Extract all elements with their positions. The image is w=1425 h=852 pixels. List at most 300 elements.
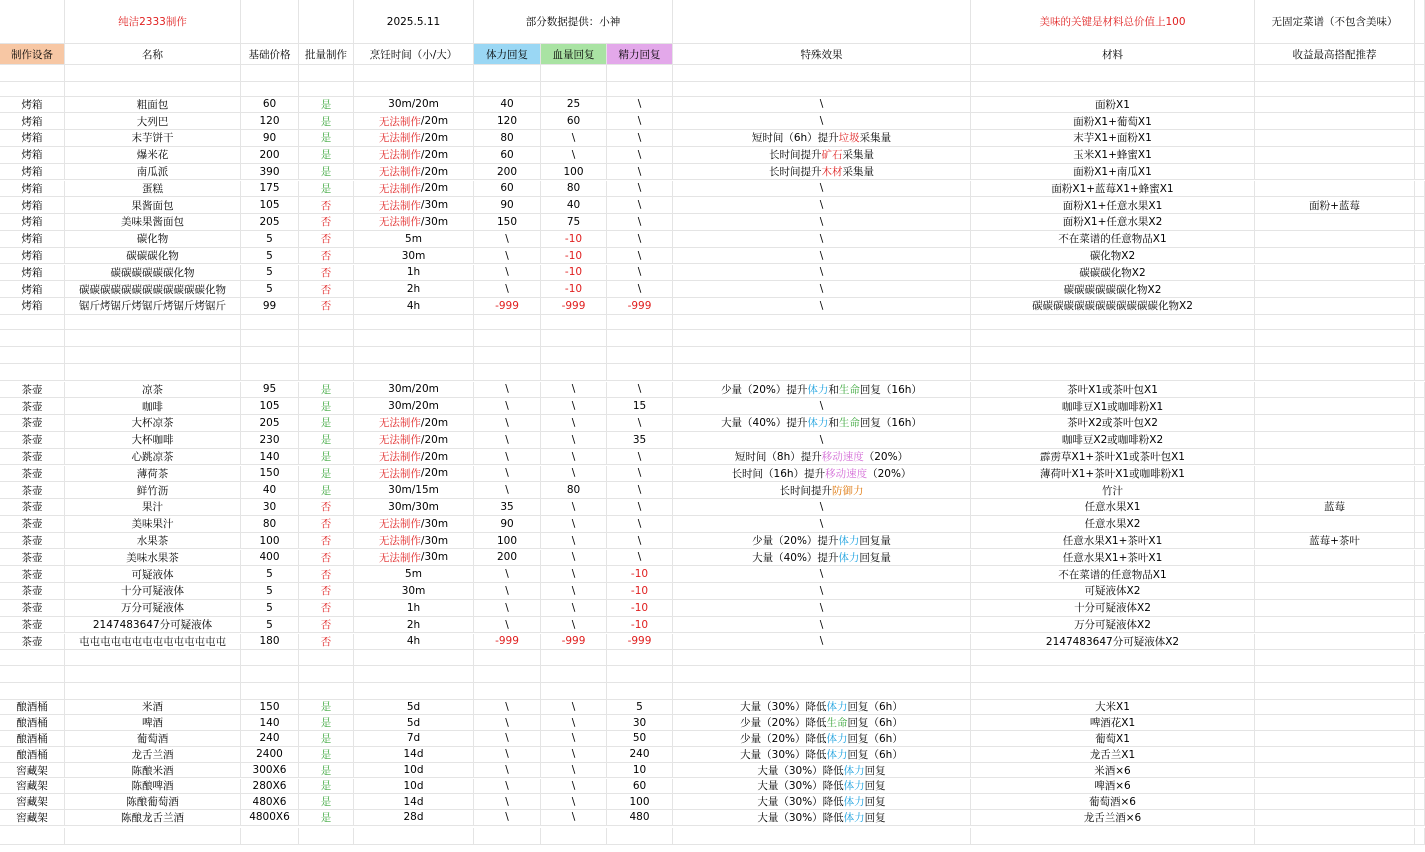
cell-materials[interactable]: 任意水果X1: [971, 499, 1255, 515]
cell-cook-time[interactable]: [354, 432, 474, 448]
header-energy[interactable]: 精力回复: [607, 44, 673, 64]
empty-cell[interactable]: [1415, 763, 1425, 778]
cell-recommend[interactable]: [1255, 415, 1415, 431]
empty-cell[interactable]: [607, 649, 673, 665]
empty-cell[interactable]: [1415, 794, 1425, 809]
cell-effect[interactable]: [673, 763, 971, 778]
empty-cell[interactable]: [299, 347, 354, 363]
cell-cook-time[interactable]: [354, 482, 474, 498]
cell-recommend[interactable]: [1255, 482, 1415, 498]
cell-batch[interactable]: 是: [299, 164, 354, 180]
cell-cook-time[interactable]: [354, 130, 474, 146]
empty-cell[interactable]: [1415, 499, 1425, 515]
cell-effect[interactable]: [673, 466, 971, 482]
cell-cook-time[interactable]: [354, 214, 474, 230]
cell-energy[interactable]: \: [607, 449, 673, 465]
cell-name[interactable]: 凉茶: [65, 382, 241, 398]
cell-name[interactable]: 蛋糕: [65, 181, 241, 197]
cell-device[interactable]: 茶壶: [0, 533, 65, 549]
cell-batch[interactable]: 否: [299, 281, 354, 297]
empty-cell[interactable]: [1415, 147, 1425, 163]
cell-materials[interactable]: 啤酒×6: [971, 779, 1255, 794]
cell-batch[interactable]: 是: [299, 466, 354, 482]
cell-effect[interactable]: [673, 550, 971, 566]
cell-name[interactable]: 屯屯屯屯屯屯屯屯屯屯屯屯屯屯: [65, 634, 241, 650]
cell-recommend[interactable]: [1255, 214, 1415, 230]
cell-cook-time[interactable]: [354, 449, 474, 465]
cell-price[interactable]: 140: [241, 449, 299, 465]
cell-price[interactable]: 30: [241, 499, 299, 515]
cell-price[interactable]: 5: [241, 583, 299, 599]
cell-materials[interactable]: 末芋X1+面粉X1: [971, 130, 1255, 146]
cell-materials[interactable]: 万分可疑液体X2: [971, 617, 1255, 633]
cell-health[interactable]: \: [541, 747, 607, 762]
empty-cell[interactable]: [65, 330, 241, 346]
empty-cell[interactable]: [65, 364, 241, 380]
cell-stamina[interactable]: \: [474, 583, 541, 599]
header-recommend[interactable]: 收益最高搭配推荐: [1255, 44, 1415, 64]
empty-cell[interactable]: [1255, 666, 1415, 682]
cell-cook-time[interactable]: [354, 715, 474, 730]
cell-energy[interactable]: \: [607, 415, 673, 431]
note2-cell[interactable]: 无固定菜谱（不包含美味）: [1255, 0, 1415, 43]
cell-health[interactable]: \: [541, 731, 607, 746]
cell-effect[interactable]: [673, 164, 971, 180]
cell-materials[interactable]: 面粉X1: [971, 97, 1255, 113]
empty-cell[interactable]: [241, 649, 299, 665]
cell-effect[interactable]: [673, 382, 971, 398]
cell-name[interactable]: 水果茶: [65, 533, 241, 549]
empty-cell[interactable]: [673, 364, 971, 380]
cell-name[interactable]: 南瓜派: [65, 164, 241, 180]
empty-cell[interactable]: [0, 828, 65, 844]
cell-batch[interactable]: 否: [299, 265, 354, 281]
cell-stamina[interactable]: \: [474, 700, 541, 715]
empty-cell[interactable]: [541, 364, 607, 380]
cell-effect[interactable]: \: [673, 231, 971, 247]
cell-energy[interactable]: 5: [607, 700, 673, 715]
cell-name[interactable]: 果汁: [65, 499, 241, 515]
cell-stamina[interactable]: \: [474, 415, 541, 431]
empty-cell[interactable]: [1415, 600, 1425, 616]
cell-health[interactable]: 75: [541, 214, 607, 230]
cell-name[interactable]: 心跳凉茶: [65, 449, 241, 465]
author-cell[interactable]: 纯洁2333制作: [65, 0, 241, 43]
cell-energy[interactable]: \: [607, 97, 673, 113]
cell-price[interactable]: 230: [241, 432, 299, 448]
empty-cell[interactable]: [1415, 715, 1425, 730]
empty-cell[interactable]: [607, 364, 673, 380]
cell-price[interactable]: 5: [241, 231, 299, 247]
cell-materials[interactable]: 十分可疑液体X2: [971, 600, 1255, 616]
empty-cell[interactable]: [1255, 313, 1415, 329]
cell-recommend[interactable]: [1255, 113, 1415, 129]
cell-recommend[interactable]: [1255, 566, 1415, 582]
empty-cell[interactable]: [299, 330, 354, 346]
empty-cell[interactable]: [1415, 533, 1425, 549]
cell-cook-time[interactable]: [354, 617, 474, 633]
empty-cell[interactable]: [241, 80, 299, 96]
cell-stamina[interactable]: \: [474, 617, 541, 633]
cell-cook-time[interactable]: [354, 97, 474, 113]
empty-cell[interactable]: [299, 683, 354, 699]
cell-recommend[interactable]: [1255, 298, 1415, 314]
empty-cell[interactable]: [1415, 666, 1425, 682]
cell-price[interactable]: 240: [241, 731, 299, 746]
cell-recommend[interactable]: [1255, 466, 1415, 482]
empty-cell[interactable]: [474, 347, 541, 363]
cell-energy[interactable]: \: [607, 265, 673, 281]
cell-price[interactable]: 105: [241, 197, 299, 213]
cell-health[interactable]: \: [541, 763, 607, 778]
cell-device[interactable]: 烤箱: [0, 181, 65, 197]
cell-effect[interactable]: \: [673, 298, 971, 314]
cell-cook-time[interactable]: [354, 779, 474, 794]
empty-cell[interactable]: [299, 828, 354, 844]
cell-health[interactable]: \: [541, 516, 607, 532]
empty-cell[interactable]: [1415, 398, 1425, 414]
empty-cell[interactable]: [971, 347, 1255, 363]
cell-stamina[interactable]: -999: [474, 298, 541, 314]
cell-batch[interactable]: 否: [299, 516, 354, 532]
cell-cook-time[interactable]: [354, 181, 474, 197]
empty-cell[interactable]: [1415, 683, 1425, 699]
empty-cell[interactable]: [1415, 97, 1425, 113]
empty-cell[interactable]: [1415, 583, 1425, 599]
cell-name[interactable]: 爆米花: [65, 147, 241, 163]
header-device[interactable]: 制作设备: [0, 44, 65, 64]
cell-name[interactable]: 碳化物: [65, 231, 241, 247]
empty-cell[interactable]: [0, 313, 65, 329]
cell-materials[interactable]: 霹雳草X1+茶叶X1或茶叶包X1: [971, 449, 1255, 465]
empty-cell[interactable]: [0, 347, 65, 363]
empty-cell[interactable]: [474, 80, 541, 96]
cell-energy[interactable]: \: [607, 382, 673, 398]
empty-cell[interactable]: [1415, 80, 1425, 96]
cell-recommend[interactable]: [1255, 583, 1415, 599]
cell-health[interactable]: \: [541, 583, 607, 599]
cell-health[interactable]: \: [541, 715, 607, 730]
cell-batch[interactable]: 否: [299, 298, 354, 314]
cell-materials[interactable]: 面粉X1+南瓜X1: [971, 164, 1255, 180]
empty-cell[interactable]: [1255, 65, 1415, 81]
empty-cell[interactable]: [1415, 130, 1425, 146]
empty-cell[interactable]: [1415, 649, 1425, 665]
empty-cell[interactable]: [1415, 634, 1425, 650]
empty-cell[interactable]: [607, 683, 673, 699]
empty-cell[interactable]: [1415, 231, 1425, 247]
empty-cell[interactable]: [673, 65, 971, 81]
cell-materials[interactable]: 任意水果X1+茶叶X1: [971, 533, 1255, 549]
cell-recommend[interactable]: [1255, 248, 1415, 264]
empty-cell[interactable]: [1415, 214, 1425, 230]
cell-recommend[interactable]: [1255, 130, 1415, 146]
cell-cook-time[interactable]: [354, 265, 474, 281]
cell-health[interactable]: 80: [541, 482, 607, 498]
cell-name[interactable]: 咖啡: [65, 398, 241, 414]
cell-batch[interactable]: 是: [299, 731, 354, 746]
empty-cell[interactable]: [1415, 265, 1425, 281]
cell-effect[interactable]: \: [673, 634, 971, 650]
data-source-cell[interactable]: 部分数据提供：小神: [474, 0, 673, 43]
empty-cell[interactable]: [541, 313, 607, 329]
cell-recommend[interactable]: [1255, 265, 1415, 281]
cell-stamina[interactable]: \: [474, 566, 541, 582]
empty-cell[interactable]: [971, 65, 1255, 81]
cell-recommend[interactable]: [1255, 634, 1415, 650]
cell-effect[interactable]: [673, 482, 971, 498]
cell-materials[interactable]: 面粉X1+蓝莓X1+蜂蜜X1: [971, 181, 1255, 197]
cell-health[interactable]: \: [541, 794, 607, 809]
cell-recommend[interactable]: [1255, 398, 1415, 414]
empty-cell[interactable]: [1415, 281, 1425, 297]
cell-name[interactable]: 锯斤烤锯斤烤锯斤烤锯斤烤锯斤: [65, 298, 241, 314]
empty-cell[interactable]: [354, 347, 474, 363]
cell-energy[interactable]: \: [607, 466, 673, 482]
cell-device[interactable]: 茶壶: [0, 634, 65, 650]
cell-effect[interactable]: [673, 779, 971, 794]
cell-effect[interactable]: \: [673, 499, 971, 515]
cell-batch[interactable]: 是: [299, 794, 354, 809]
cell-health[interactable]: \: [541, 415, 607, 431]
cell-cook-time[interactable]: [354, 231, 474, 247]
cell-device[interactable]: 酿酒桶: [0, 700, 65, 715]
empty-cell[interactable]: [673, 80, 971, 96]
cell-materials[interactable]: 龙舌兰X1: [971, 747, 1255, 762]
cell-stamina[interactable]: 200: [474, 550, 541, 566]
cell-price[interactable]: 5: [241, 600, 299, 616]
empty-cell[interactable]: [354, 80, 474, 96]
cell-name[interactable]: 2147483647分可疑液体: [65, 617, 241, 633]
cell-effect[interactable]: \: [673, 566, 971, 582]
header-name[interactable]: 名称: [65, 44, 241, 64]
cell-health[interactable]: \: [541, 600, 607, 616]
cell-effect[interactable]: \: [673, 600, 971, 616]
cell-health[interactable]: 40: [541, 197, 607, 213]
cell-device[interactable]: 茶壶: [0, 482, 65, 498]
cell-health[interactable]: \: [541, 533, 607, 549]
cell-name[interactable]: 啤酒: [65, 715, 241, 730]
cell-energy[interactable]: 100: [607, 794, 673, 809]
empty-cell[interactable]: [474, 683, 541, 699]
cell-stamina[interactable]: \: [474, 432, 541, 448]
cell-energy[interactable]: 480: [607, 810, 673, 825]
cell-effect[interactable]: [673, 449, 971, 465]
cell-stamina[interactable]: 35: [474, 499, 541, 515]
cell-energy[interactable]: -999: [607, 298, 673, 314]
empty-cell[interactable]: [607, 65, 673, 81]
empty-cell[interactable]: [0, 65, 65, 81]
empty-cell[interactable]: [299, 649, 354, 665]
empty-cell[interactable]: [971, 683, 1255, 699]
cell-cook-time[interactable]: [354, 747, 474, 762]
cell-price[interactable]: 180: [241, 634, 299, 650]
cell-cook-time[interactable]: [354, 600, 474, 616]
empty-cell[interactable]: [0, 80, 65, 96]
cell-cook-time[interactable]: [354, 382, 474, 398]
cell-effect[interactable]: [673, 810, 971, 825]
empty-cell[interactable]: [541, 347, 607, 363]
empty-cell[interactable]: [354, 364, 474, 380]
cell-price[interactable]: 5: [241, 281, 299, 297]
empty-cell[interactable]: [1415, 364, 1425, 380]
empty-cell[interactable]: [1415, 65, 1425, 81]
cell-cook-time[interactable]: [354, 197, 474, 213]
cell-batch[interactable]: 否: [299, 583, 354, 599]
empty-cell[interactable]: [1415, 164, 1425, 180]
cell-recommend[interactable]: [1255, 432, 1415, 448]
empty-cell[interactable]: [673, 347, 971, 363]
empty-cell[interactable]: [673, 828, 971, 844]
cell-health[interactable]: -999: [541, 298, 607, 314]
empty-cell[interactable]: [354, 313, 474, 329]
header-stamina[interactable]: 体力回复: [474, 44, 541, 64]
cell-recommend[interactable]: [1255, 97, 1415, 113]
cell-name[interactable]: 果酱面包: [65, 197, 241, 213]
cell-health[interactable]: -10: [541, 281, 607, 297]
cell-stamina[interactable]: 60: [474, 181, 541, 197]
cell-health[interactable]: \: [541, 382, 607, 398]
cell-health[interactable]: \: [541, 550, 607, 566]
empty-cell[interactable]: [241, 313, 299, 329]
cell-name[interactable]: 末芋饼干: [65, 130, 241, 146]
cell-name[interactable]: 大杯凉茶: [65, 415, 241, 431]
cell-materials[interactable]: 咖啡豆X1或咖啡粉X1: [971, 398, 1255, 414]
empty-cell[interactable]: [65, 65, 241, 81]
cell-price[interactable]: 5: [241, 566, 299, 582]
cell-cook-time[interactable]: [354, 113, 474, 129]
cell-device[interactable]: 烤箱: [0, 113, 65, 129]
cell-price[interactable]: 2400: [241, 747, 299, 762]
cell-name[interactable]: 陈酿米酒: [65, 763, 241, 778]
empty-cell[interactable]: [241, 666, 299, 682]
cell-materials[interactable]: 碳碳碳碳碳碳化物X2: [971, 281, 1255, 297]
cell-stamina[interactable]: \: [474, 731, 541, 746]
cell-recommend[interactable]: [1255, 516, 1415, 532]
cell-batch[interactable]: 是: [299, 113, 354, 129]
cell-name[interactable]: 大杯咖啡: [65, 432, 241, 448]
cell-device[interactable]: 烤箱: [0, 130, 65, 146]
cell-materials[interactable]: 2147483647分可疑液体X2: [971, 634, 1255, 650]
cell-energy[interactable]: -10: [607, 583, 673, 599]
cell-batch[interactable]: 是: [299, 97, 354, 113]
cell-price[interactable]: 60: [241, 97, 299, 113]
cell-name[interactable]: 美味果汁: [65, 516, 241, 532]
empty-cell[interactable]: [65, 347, 241, 363]
empty-cell[interactable]: [971, 666, 1255, 682]
cell-energy[interactable]: -10: [607, 617, 673, 633]
cell-energy[interactable]: \: [607, 533, 673, 549]
empty-cell[interactable]: [1415, 566, 1425, 582]
cell-batch[interactable]: 是: [299, 398, 354, 414]
cell-device[interactable]: 茶壶: [0, 566, 65, 582]
cell-batch[interactable]: 否: [299, 600, 354, 616]
cell-batch[interactable]: 否: [299, 566, 354, 582]
empty-cell[interactable]: [673, 666, 971, 682]
cell-price[interactable]: 150: [241, 466, 299, 482]
cell-energy[interactable]: 30: [607, 715, 673, 730]
cell-device[interactable]: 烤箱: [0, 147, 65, 163]
cell-health[interactable]: \: [541, 432, 607, 448]
cell-name[interactable]: 美味果酱面包: [65, 214, 241, 230]
cell-price[interactable]: 90: [241, 130, 299, 146]
empty-cell[interactable]: [354, 828, 474, 844]
cell-stamina[interactable]: 40: [474, 97, 541, 113]
cell-energy[interactable]: 15: [607, 398, 673, 414]
empty-cell[interactable]: [65, 666, 241, 682]
cell-price[interactable]: 175: [241, 181, 299, 197]
empty-cell[interactable]: [541, 683, 607, 699]
header-cook-time[interactable]: 烹饪时间（小/大）: [354, 44, 474, 64]
cell-recommend[interactable]: [1255, 763, 1415, 778]
cell-batch[interactable]: 否: [299, 248, 354, 264]
cell-device[interactable]: 窖藏架: [0, 779, 65, 794]
cell-stamina[interactable]: \: [474, 810, 541, 825]
cell-device[interactable]: 茶壶: [0, 382, 65, 398]
cell-effect[interactable]: [673, 415, 971, 431]
cell-name[interactable]: 美味水果茶: [65, 550, 241, 566]
empty-cell[interactable]: [0, 683, 65, 699]
cell-stamina[interactable]: \: [474, 281, 541, 297]
cell-price[interactable]: 390: [241, 164, 299, 180]
cell-batch[interactable]: 是: [299, 130, 354, 146]
cell-device[interactable]: 茶壶: [0, 449, 65, 465]
cell-health[interactable]: \: [541, 810, 607, 825]
cell-stamina[interactable]: -999: [474, 634, 541, 650]
cell-materials[interactable]: 任意水果X1+茶叶X1: [971, 550, 1255, 566]
cell-price[interactable]: 120: [241, 113, 299, 129]
cell-price[interactable]: 99: [241, 298, 299, 314]
note-cell[interactable]: 美味的关键是材料总价值上100: [971, 0, 1255, 43]
empty-cell[interactable]: [1415, 731, 1425, 746]
cell-stamina[interactable]: 90: [474, 516, 541, 532]
empty-cell[interactable]: [607, 330, 673, 346]
cell-price[interactable]: 105: [241, 398, 299, 414]
cell-name[interactable]: 碳碳碳碳碳碳碳碳碳碳碳碳化物: [65, 281, 241, 297]
cell-batch[interactable]: 否: [299, 550, 354, 566]
cell-health[interactable]: \: [541, 147, 607, 163]
empty-cell[interactable]: [241, 330, 299, 346]
cell-effect[interactable]: \: [673, 248, 971, 264]
cell-device[interactable]: 茶壶: [0, 550, 65, 566]
empty-cell[interactable]: [354, 666, 474, 682]
cell-materials[interactable]: 葡萄X1: [971, 731, 1255, 746]
header-materials[interactable]: 材料: [971, 44, 1255, 64]
cell-name[interactable]: 万分可疑液体: [65, 600, 241, 616]
cell-recommend[interactable]: [1255, 747, 1415, 762]
empty-cell[interactable]: [1415, 347, 1425, 363]
empty-cell[interactable]: [474, 364, 541, 380]
cell-cook-time[interactable]: [354, 499, 474, 515]
header-price[interactable]: 基础价格: [241, 44, 299, 64]
cell-name[interactable]: 陈酿葡萄酒: [65, 794, 241, 809]
cell-health[interactable]: \: [541, 617, 607, 633]
empty-cell[interactable]: [673, 683, 971, 699]
empty-cell[interactable]: [1415, 432, 1425, 448]
cell-energy[interactable]: \: [607, 181, 673, 197]
cell-stamina[interactable]: 120: [474, 113, 541, 129]
cell-device[interactable]: 酿酒桶: [0, 731, 65, 746]
cell-recommend[interactable]: [1255, 550, 1415, 566]
cell-batch[interactable]: 否: [299, 634, 354, 650]
empty-cell[interactable]: [1415, 449, 1425, 465]
cell-materials[interactable]: 不在菜谱的任意物品X1: [971, 566, 1255, 582]
cell-energy[interactable]: \: [607, 550, 673, 566]
cell-materials[interactable]: 葡萄酒×6: [971, 794, 1255, 809]
empty-cell[interactable]: [1415, 482, 1425, 498]
cell-device[interactable]: 烤箱: [0, 197, 65, 213]
empty-cell[interactable]: [1415, 382, 1425, 398]
